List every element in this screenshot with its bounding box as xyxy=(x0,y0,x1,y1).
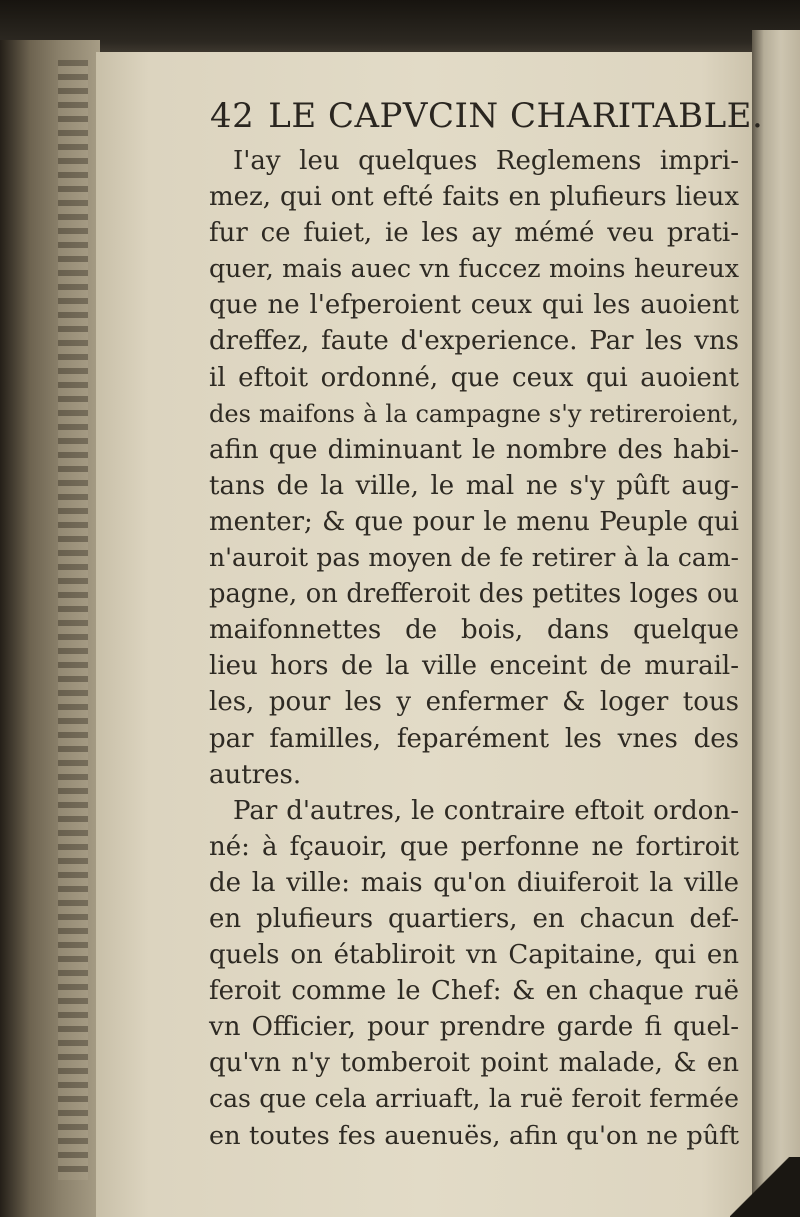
text-line: tans de la ville, le mal ne s'y pûft aug- xyxy=(209,470,739,501)
page-corner-shadow xyxy=(730,1157,800,1217)
text-line: de la ville: mais qu'on diuiferoit la ville xyxy=(209,867,739,898)
text-line: né: à fçauoir, que perfonne ne fortiroit xyxy=(209,831,739,862)
text-line: autres. xyxy=(209,759,302,790)
text-line: maifonnettes de bois, dans quelque xyxy=(209,615,739,646)
text-line: n'auroit pas moyen de fe retirer à la cam- xyxy=(209,543,739,573)
text-line: menter; & que pour le menu Peuple qui xyxy=(209,506,739,537)
text-line: I'ay leu quelques Reglemens impri- xyxy=(233,146,739,176)
page-body-text xyxy=(209,143,739,1154)
running-title: LE CAPVCIN CHARITABLE. xyxy=(268,96,764,136)
text-line: lieu hors de la ville enceint de murail- xyxy=(209,651,739,682)
text-line: les, pour les y enfermer & loger tous xyxy=(209,687,739,718)
scan-top-edge xyxy=(0,0,800,60)
text-line: en toutes fes auenuës, afin qu'on ne pûft xyxy=(209,1120,739,1151)
text-line: fur ce fuiet, ie les ay mémé veu prati- xyxy=(209,218,739,249)
text-line: vn Officier, pour prendre garde fi quel- xyxy=(209,1012,739,1043)
text-line: en plufieurs quartiers, en chacun def- xyxy=(209,903,739,934)
gutter-texture xyxy=(58,60,88,1180)
page-number: 42 xyxy=(210,96,255,136)
text-line: qu'vn n'y tomberoit point malade, & en xyxy=(209,1048,739,1079)
text-line: cas que cela arriuaft, la ruë feroit fermée xyxy=(209,1084,739,1114)
text-line: pagne, on drefferoit des petites loges ou xyxy=(209,579,739,610)
text-line: afin que diminuant le nombre des habi- xyxy=(209,434,739,465)
text-line: quels on établiroit vn Capitaine, qui en xyxy=(209,940,739,971)
text-line: Par d'autres, le contraire eftoit ordon- xyxy=(233,795,739,826)
facing-page-edge xyxy=(752,30,800,1217)
text-line: quer, mais auec vn fuccez moins heureux xyxy=(209,254,739,284)
text-line: des maifons à la campagne s'y retireroient, xyxy=(209,399,739,428)
text-line: il eftoit ordonné, que ceux qui auoient xyxy=(209,362,739,393)
text-line: que ne l'efperoient ceux qui les auoient xyxy=(209,290,739,321)
running-header xyxy=(210,96,763,136)
text-line: par familles, feparément les vnes des xyxy=(209,723,739,754)
text-line: feroit comme le Chef: & en chaque ruë xyxy=(209,976,739,1007)
text-line: dreffez, faute d'experience. Par les vns xyxy=(209,326,739,357)
text-line: mez, qui ont efté faits en plufieurs lieux xyxy=(209,182,739,213)
